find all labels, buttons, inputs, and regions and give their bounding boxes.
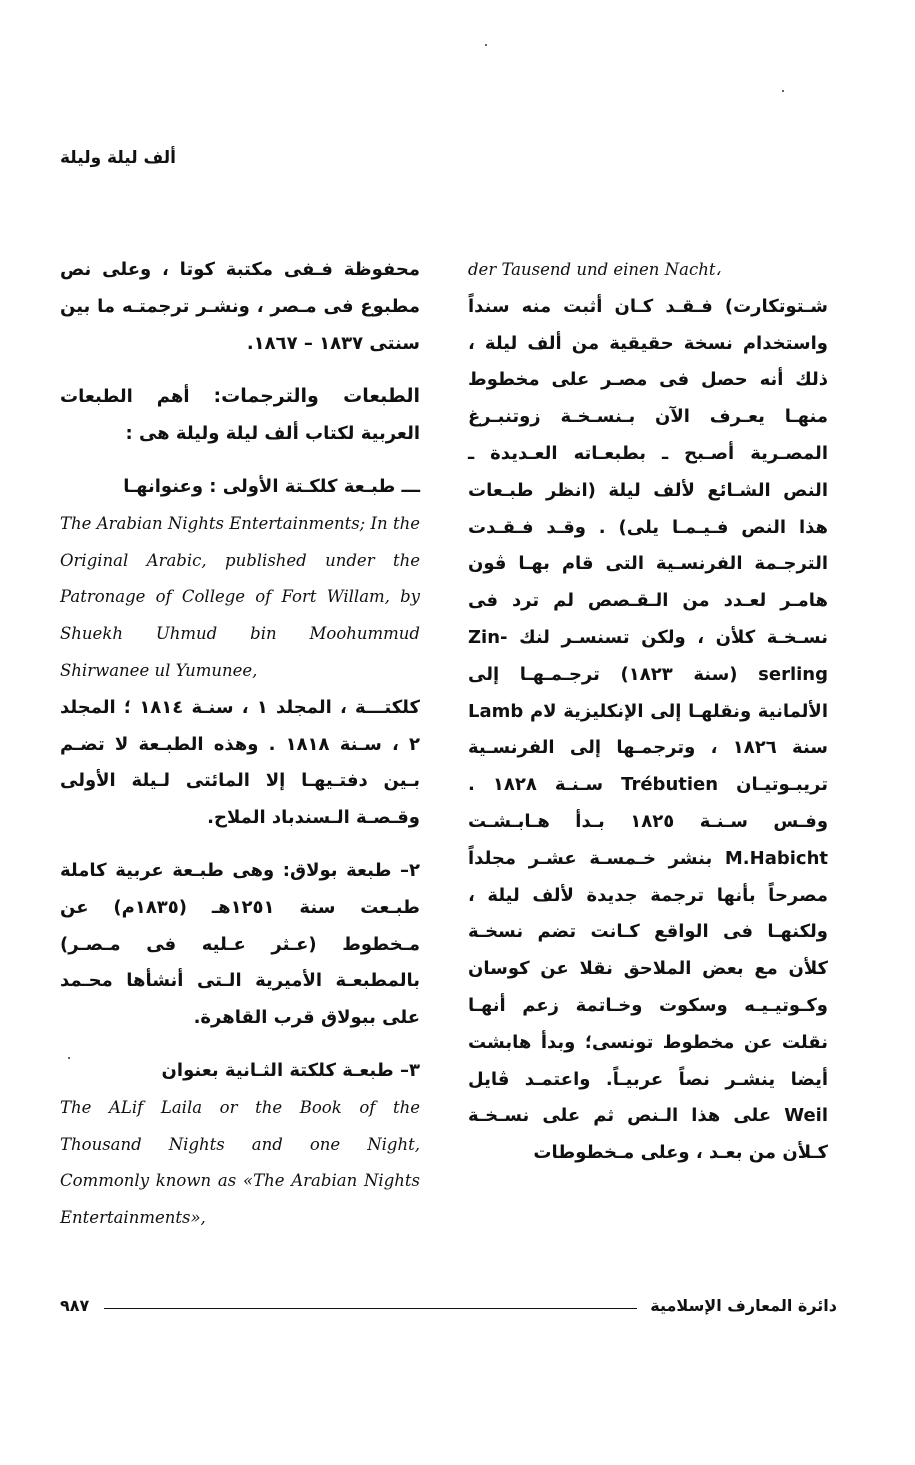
publication-title: دائرة المعارف الإسلامية xyxy=(650,1296,837,1315)
running-title: ألف ليلة وليلة xyxy=(60,148,177,168)
section-heading: الطبعات والترجمات: xyxy=(213,385,420,408)
section-text: أهم الطبعات العربية لكتاب ألف ليلة وليلة هى : xyxy=(60,386,420,445)
item2-paragraph: ٢– طبعة بولاق: وهى طبـعة عربية كاملة طبـعت سنة ١٢٥١هـ (١٨٣٥م) عن مـخطوط (عـثر عـليه فى مـصـر) بالمطبعـة الأميرية الـتى أنشأها محـمد على ببولاق قرب القاهرة. xyxy=(60,859,420,1029)
footer-rule xyxy=(104,1308,637,1309)
scan-speck xyxy=(485,44,487,46)
item1-intro: ـــ طبـعة كلكـتة الأولى : وعنوانهـا xyxy=(123,475,420,497)
intro-paragraph: محفوظة فـفى مكتبة كوتا ، وعلى نص مطبوع فى مـصر ، ونشـر ترجمتـه ما بين سنتى ١٨٣٧ – ١٨٦٧. xyxy=(60,259,420,354)
section-paragraph xyxy=(60,378,420,453)
item3-intro: ٣– طبعـة كلكتة الثـانية بعنوان xyxy=(161,1059,420,1081)
page-footer xyxy=(60,1296,837,1322)
item3-latin-title: The ALif Laila or the Book of the Thousand Nights and one Night, Commonly known as «The Arabian Nights Entertainments», xyxy=(60,1097,420,1228)
page-number: ٩٨٧ xyxy=(60,1296,90,1315)
scan-speck xyxy=(68,1057,70,1059)
body-paragraph: شـتوتكارت) فـقـد كـان أثبت منه سنداً واستخدام نسخة حقيقية من ألف ليلة ، ذلك أنه حصل فى مصـر على مخطوط منهـا يعـرف الآن بـنسـخـة زوتنبـرغ المصـرية أصـبح ـ بطبعـاته العـديدة ـ النص الشـائع لألف ليلة (انظر طبـعات هذا النص فـيـمـا يلى) . وقـد فـقـدت الترجـمة الفرنسـية التى قام بهـا ڤون هامـر لعـدد من الـقـصص لم ترد فى نسـخـة كلأن ، ولكن تسنسـر لنك Zin- serling (سنة ١٨٢٣) ترجـمـهـا إلى الألمانية ونقلهـا إلى الإنكليزية لام Lamb سنة ١٨٢٦ ، وترجمـها إلى الفرنسـية تريبـوتيـان Trébutien سـنـة ١٨٢٨ . وفـس سـنـة ١٨٢٥ بـدأ هـابـشـت M.Habicht بنشر خـمسـة عشـر مجلداً مصرحاً بأنها ترجمة جديدة لألف ليلة ، ولكنهـا فى الواقع كـانت تضم نسخـة كلأن مع بعض الملاحق نقلا عن كوسان وكـوتيـيـه وسكوت وخـاتمة زعم أنهـا نقلت عن مخطوط تونسى؛ وبدأ هابشت أيضا ينشـر نصاً عربيـاً. واعتمـد ڤايل Weil على هذا الـنص ثم على نسـخـة كـلأن من بعـد ، وعلى مـخطوطات xyxy=(468,295,829,1164)
item1-latin-title: The Arabian Nights Entertainments; In the Original Arabic, published under the Patronage of College of Fort Willam, by Shuekh Uhmud bin Moohummud Shirwanee ul Yumunee, xyxy=(60,513,420,680)
scan-speck xyxy=(782,90,784,92)
left-column xyxy=(60,252,420,1237)
latin-title-line: der Tausend und einen Nacht، xyxy=(468,260,721,279)
item1-text: كلكتـــة ، المجلد ١ ، سنـة ١٨١٤ ؛ المجلد ٢ ، سـنة ١٨١٨ . وهذه الطبـعة لا تضـم بـين دفتـيهـا إلا المائتى لـيلة الأولى وقـصـة الـسندباد الملاح. xyxy=(60,696,420,829)
right-column xyxy=(468,252,828,1172)
